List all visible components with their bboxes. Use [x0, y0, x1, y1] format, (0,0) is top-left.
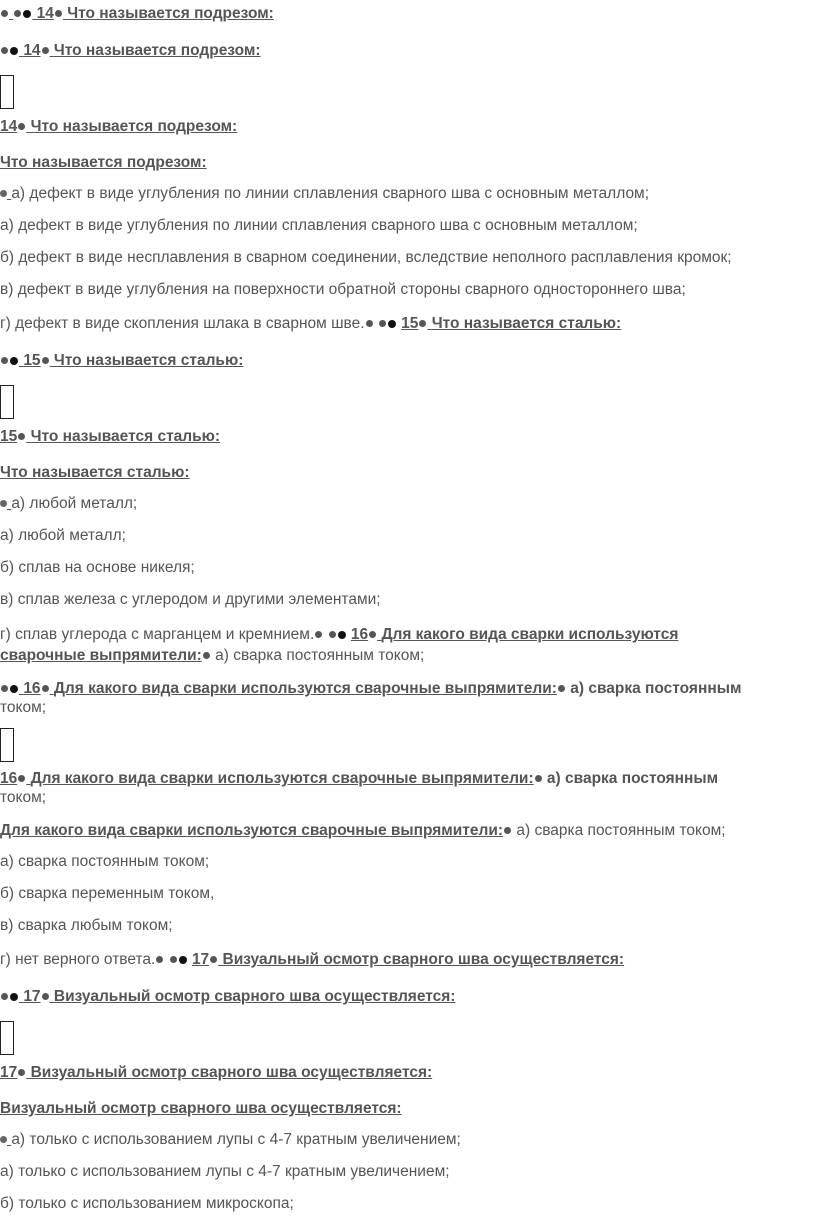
q15-answer-a-bulleted: а) любой металл;	[0, 494, 137, 513]
bullet-icon	[329, 631, 336, 638]
bullet-icon	[0, 190, 7, 197]
q15-heading-2: 15 Что называется сталью:	[0, 351, 243, 370]
q14-answer-d-q15-heading: г) дефект в виде скопления шлака в сварном шве. 15 Что называется сталью:	[0, 315, 622, 332]
q16-answer-c: в) сварка любым током;	[0, 917, 173, 934]
q14-answer-c: в) дефект в виде углубления на поверхности обратной стороны сварного одностороннего шва;	[0, 281, 686, 298]
bullet-icon	[10, 357, 18, 365]
q16-answer-b: б) сварка переменным током,	[0, 885, 215, 902]
q16-title: Для какого вида сварки используются сварочные выпрямители: а) сварка постоянным током;	[0, 822, 726, 839]
q15-heading-3: 15 Что называется сталью:	[0, 428, 221, 445]
bullet-icon	[42, 993, 49, 1000]
bullet-icon	[170, 956, 177, 963]
bullet-icon	[369, 631, 376, 638]
bullet-icon	[42, 685, 49, 692]
bullet-icon	[0, 500, 7, 507]
q14-heading-3: 14 Что называется подрезом:	[0, 118, 238, 135]
q15-answer-c: в) сплав железа с углеродом и другими элементами;	[0, 591, 381, 608]
q17-title: Визуальный осмотр сварного шва осуществляется:	[0, 1100, 402, 1117]
q15-answer-b: б) сплав на основе никеля;	[0, 559, 195, 576]
q14-answer-a: а) дефект в виде углубления по линии сплавления сварного шва с основным металлом;	[0, 217, 638, 234]
bullet-icon	[504, 827, 511, 834]
bullet-icon	[1, 685, 8, 692]
q14-answer-a-bulleted: а) дефект в виде углубления по линии сплавления сварного шва с основным металлом;	[0, 184, 649, 203]
q17-answer-a-bulleted: а) только с использованием лупы с 4-7 кратным увеличением;	[0, 1130, 461, 1149]
bullet-icon	[18, 123, 25, 130]
bullet-icon	[1, 10, 8, 17]
q17-heading-2: 17 Визуальный осмотр сварного шва осуществляется:	[0, 987, 455, 1006]
q14-title: Что называется подрезом:	[0, 154, 207, 171]
q14-heading-2: 14 Что называется подрезом:	[0, 41, 261, 60]
q16-answer-a: а) сварка постоянным током;	[0, 853, 210, 870]
q15-title: Что называется сталью:	[0, 464, 190, 481]
bullet-icon	[14, 10, 21, 17]
bullet-icon	[42, 47, 49, 54]
bullet-icon	[315, 631, 322, 638]
bullet-icon	[419, 320, 426, 327]
bullet-icon	[18, 775, 25, 782]
q16-heading-3-cont: током;	[0, 789, 47, 806]
q15-answer-a: а) любой металл;	[0, 527, 126, 544]
bullet-icon	[55, 10, 62, 17]
bullet-icon	[42, 357, 49, 364]
bullet-icon	[10, 47, 18, 55]
q17-answer-a: а) только с использованием лупы с 4-7 кратным увеличением;	[0, 1163, 450, 1180]
bullet-icon	[18, 433, 25, 440]
bullet-icon	[366, 320, 373, 327]
bullet-icon	[338, 631, 346, 639]
bullet-icon	[0, 1136, 7, 1143]
q16-heading-3: 16 Для какого вида сварки используются сварочные выпрямители: а) сварка постоянным	[0, 770, 719, 787]
q16-heading-2-cont: током;	[0, 699, 47, 716]
bullet-icon	[18, 1069, 25, 1076]
q17-heading-3: 17 Визуальный осмотр сварного шва осуществляется:	[0, 1064, 433, 1081]
q16-heading-cont: сварочные выпрямители: а) сварка постоянным током;	[0, 647, 425, 664]
q16-answer-d-q17-heading: г) нет верного ответа. 17 Визуальный осмотр сварного шва осуществляется:	[0, 951, 625, 968]
q14-heading-1: 14 Что называется подрезом:	[0, 4, 274, 23]
bullet-icon	[388, 320, 396, 328]
bullet-icon	[558, 685, 565, 692]
q16-heading-2: 16 Для какого вида сварки используются сварочные выпрямители: а) сварка постоянным	[0, 679, 741, 698]
bullet-icon	[156, 956, 163, 963]
bullet-icon	[10, 685, 18, 693]
q14-answer-b: б) дефект в виде несплавления в сварном соединении, вследствие неполного расплавления кромок;	[0, 249, 732, 266]
bullet-icon	[535, 775, 542, 782]
bullet-icon	[1, 47, 8, 54]
empty-box	[0, 1021, 14, 1055]
bullet-icon	[210, 956, 217, 963]
bullet-icon	[379, 320, 386, 327]
bullet-icon	[23, 10, 31, 18]
empty-box	[0, 728, 14, 762]
bullet-icon	[1, 357, 8, 364]
bullet-icon	[10, 993, 18, 1001]
empty-box	[0, 385, 14, 419]
empty-box	[0, 75, 14, 109]
q15-answer-d-q16-heading: г) сплав углерода с марганцем и кремнием. 16 Для какого вида сварки используются	[0, 626, 679, 643]
q17-answer-b: б) только с использованием микроскопа;	[0, 1195, 294, 1212]
bullet-icon	[179, 956, 187, 964]
bullet-icon	[203, 652, 210, 659]
bullet-icon	[1, 993, 8, 1000]
